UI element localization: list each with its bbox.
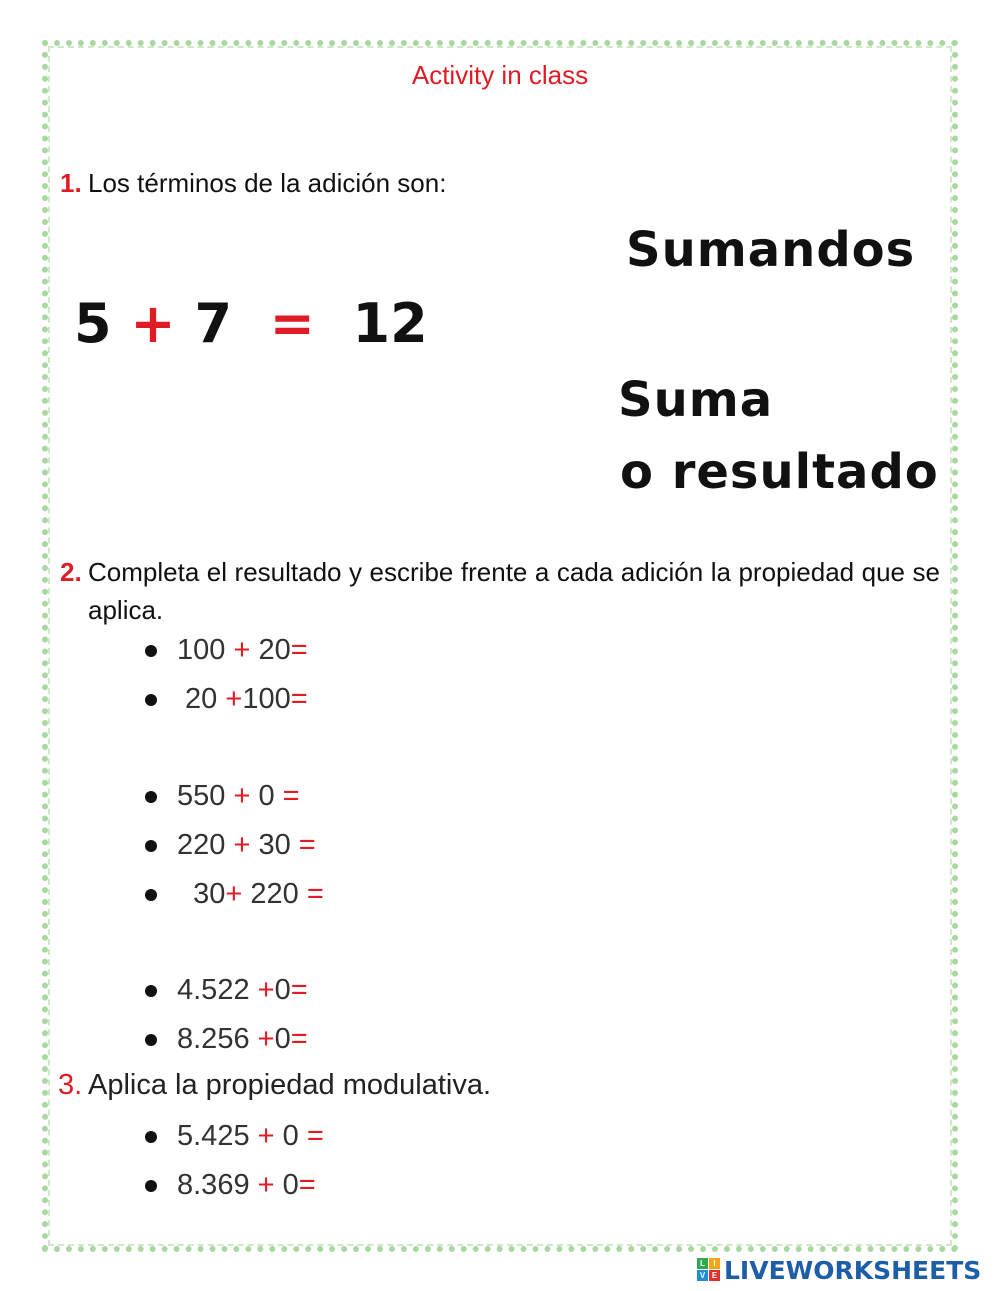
bullet-icon [145,645,157,657]
exercise-list-b [145,772,324,919]
list-item: 30+ 220 = [145,870,324,919]
equals-sign: = [269,292,315,355]
list-item: 8.256 +0= [145,1015,308,1064]
question-1-number: 1. [60,168,82,198]
page-title: Activity in class [411,60,589,90]
exercise-list-d [145,1112,324,1210]
bullet-icon [145,1131,157,1143]
logo-icon: L I V E [697,1258,721,1282]
bullet-icon [145,1034,157,1046]
addend-1: 5 [74,292,112,355]
bullet-icon [145,791,157,803]
bullet-icon [145,1180,157,1192]
question-2-number: 2. [60,557,82,587]
list-item: 550 + 0 = [145,772,324,821]
list-item: 8.369 + 0= [145,1161,324,1210]
logo-text: LIVEWORKSHEETS [724,1255,982,1285]
list-item: 20 +100= [145,675,308,724]
question-3-text: Aplica la propiedad modulativa. [88,1069,492,1101]
example-result: 12 [352,292,428,355]
drag-label-sumandos[interactable]: Sumandos [626,222,916,278]
drag-label-suma[interactable]: Suma [618,372,774,428]
bullet-icon [145,889,157,901]
addend-2: 7 [194,292,233,355]
question-1 [60,168,446,199]
addition-example [74,292,428,355]
list-item: 220 + 30 = [145,821,324,870]
list-item: 5.425 + 0 = [145,1112,324,1161]
list-item: 100 + 20= [145,626,308,675]
drag-label-resultado[interactable]: o resultado [620,444,939,500]
bullet-icon [145,985,157,997]
question-1-text: Los términos de la adición son: [88,168,447,198]
bullet-icon [145,840,157,852]
question-2-text: Completa el resultado y escribe frente a cada adición la propiedad que se aplica. [88,557,940,625]
bullet-icon [145,694,157,706]
question-2 [60,553,940,629]
liveworksheets-logo [697,1255,981,1285]
plus-sign: + [130,292,176,355]
question-3-number: 3. [58,1069,83,1101]
exercise-list-c [145,966,308,1064]
exercise-list-a [145,626,308,724]
list-item: 4.522 +0= [145,966,308,1015]
question-3 [58,1069,491,1102]
